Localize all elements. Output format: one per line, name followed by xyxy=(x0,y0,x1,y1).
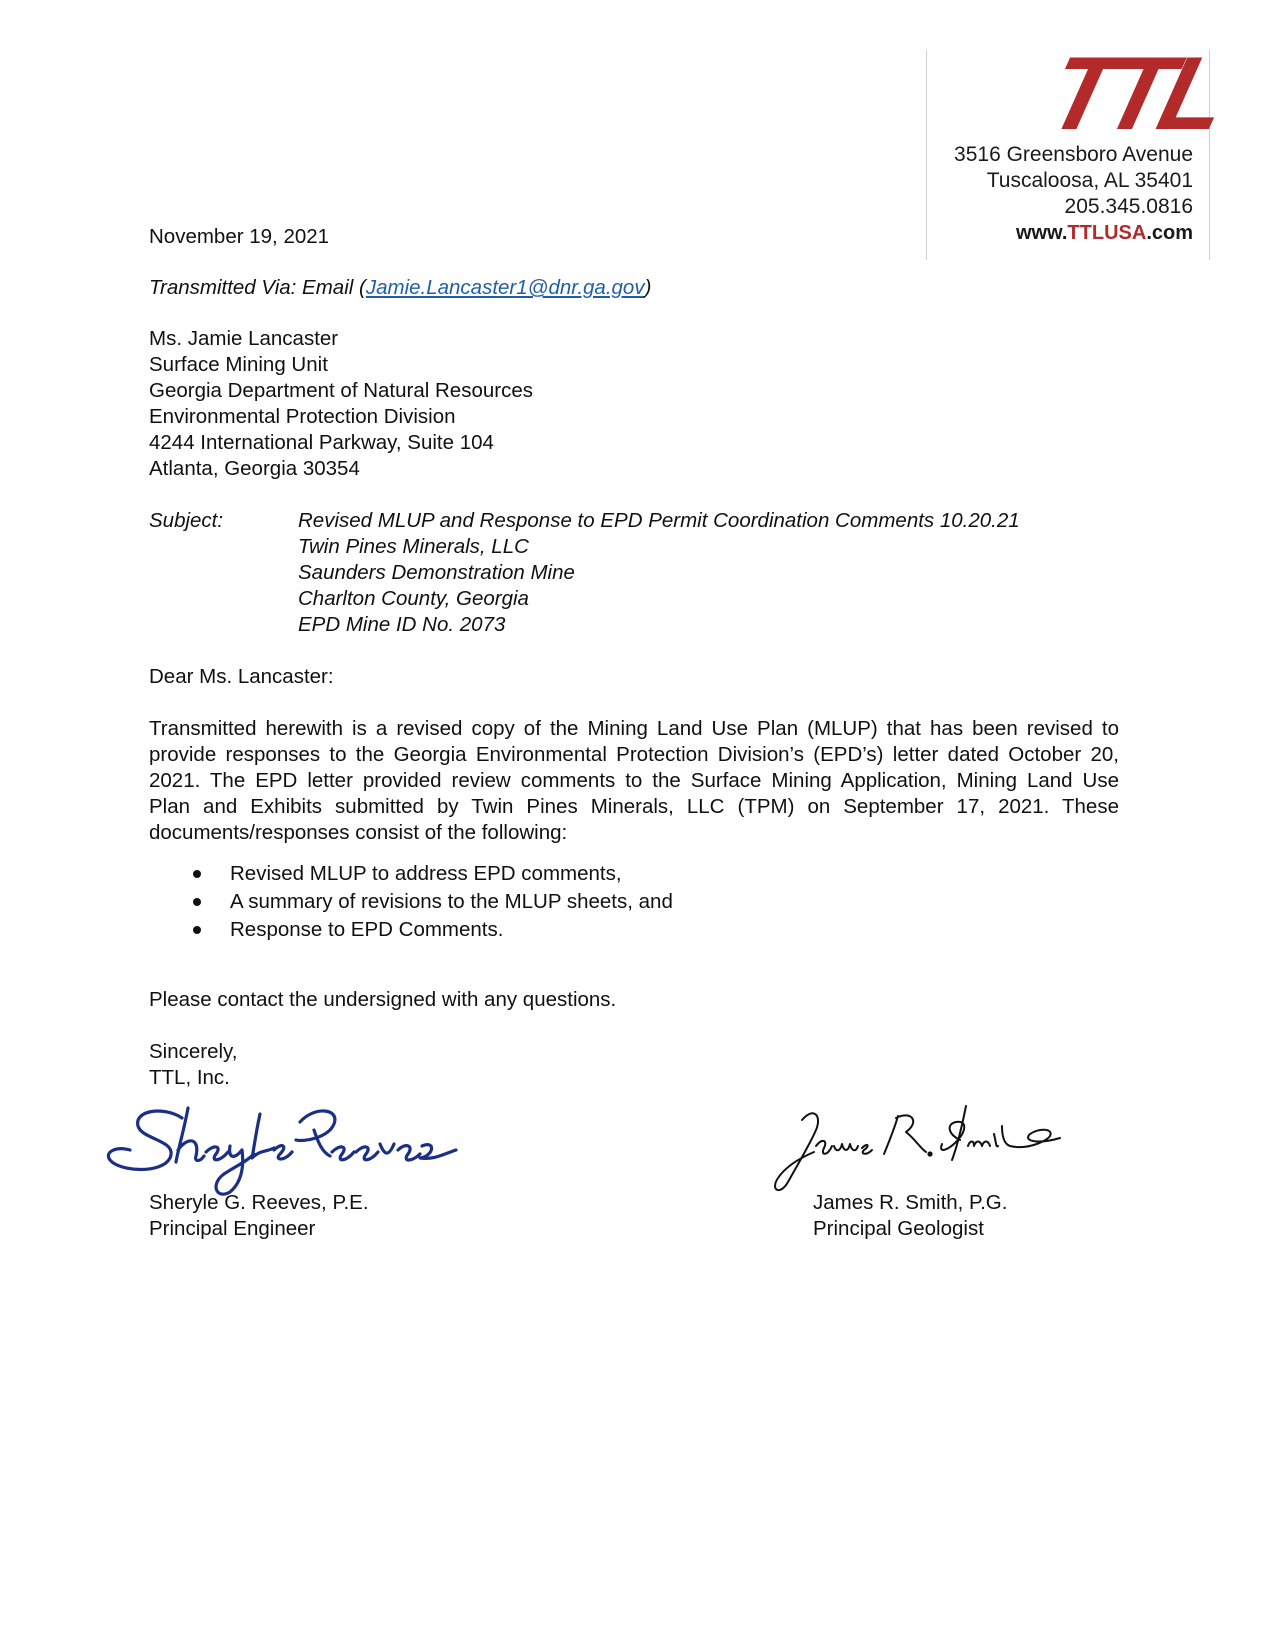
body-line: Transmitted herewith is a revised copy of the Mining Land Use Plan (MLUP) that has been revised to xyxy=(149,717,1119,740)
website-brand: TTLUSA xyxy=(1067,222,1147,244)
subject-line: Saunders Demonstration Mine xyxy=(298,561,575,584)
bullet-dot-icon xyxy=(193,870,201,878)
letterhead-address-line2: Tuscaloosa, AL 35401 xyxy=(986,169,1193,192)
signature-smith xyxy=(770,1100,1070,1200)
letterhead xyxy=(926,36,1233,260)
letterhead-phone: 205.345.0816 xyxy=(1064,195,1193,218)
body-line: documents/responses consist of the following: xyxy=(149,821,568,844)
list-item xyxy=(149,916,1049,944)
signature-reeves xyxy=(104,1100,464,1200)
website-prefix: www. xyxy=(1015,222,1068,244)
body-line: Plan and Exhibits submitted by Twin Pines Minerals, LLC (TPM) on September 17, 2021. These xyxy=(149,795,1119,818)
list-item xyxy=(149,860,1049,888)
subject-block xyxy=(298,508,1020,638)
salutation: Dear Ms. Lancaster: xyxy=(149,665,334,688)
subject-line: EPD Mine ID No. 2073 xyxy=(298,613,506,636)
list-item xyxy=(149,888,1049,916)
list-item-text: Response to EPD Comments. xyxy=(230,918,504,941)
letter-date: November 19, 2021 xyxy=(149,225,330,248)
ttl-logo-text: TTL xyxy=(1036,36,1233,152)
website-suffix: .com xyxy=(1146,222,1193,244)
transmittal-prefix: Transmitted Via: Email ( xyxy=(149,276,366,299)
transmittal-suffix: ) xyxy=(644,276,652,299)
recipient-line: Surface Mining Unit xyxy=(149,353,328,376)
list-item-text: Revised MLUP to address EPD comments, xyxy=(230,862,622,885)
list-item-text: A summary of revisions to the MLUP sheets, and xyxy=(230,890,673,913)
subject-line: Revised MLUP and Response to EPD Permit Coordination Comments 10.20.21 xyxy=(298,509,1020,532)
body-line: 2021. The EPD letter provided review comments to the Surface Mining Application, Mining Land Use xyxy=(149,769,1119,792)
recipient-line: Georgia Department of Natural Resources xyxy=(149,379,533,402)
letterhead-website[interactable] xyxy=(933,220,1193,246)
closing: Sincerely, xyxy=(149,1040,238,1063)
recipient-line: Atlanta, Georgia 30354 xyxy=(149,457,360,480)
bullet-dot-icon xyxy=(193,898,201,906)
recipient-address-block xyxy=(149,326,1119,482)
signatory-1-title: Principal Engineer xyxy=(149,1217,316,1240)
signatory-1-name: Sheryle G. Reeves, P.E. xyxy=(149,1191,369,1214)
signatory-2-title: Principal Geologist xyxy=(813,1217,984,1240)
document-list xyxy=(149,860,1049,944)
company-name: TTL, Inc. xyxy=(149,1066,230,1089)
body-line: provide responses to the Georgia Environmental Protection Division’s (EPD’s) letter dated October 20, xyxy=(149,743,1119,766)
recipient-line: Ms. Jamie Lancaster xyxy=(149,327,339,350)
recipient-line: Environmental Protection Division xyxy=(149,405,456,428)
subject-label: Subject: xyxy=(149,509,224,532)
subject-line: Charlton County, Georgia xyxy=(298,587,529,610)
closing-request: Please contact the undersigned with any questions. xyxy=(149,988,617,1011)
subject-line: Twin Pines Minerals, LLC xyxy=(298,535,529,558)
transmittal-line xyxy=(149,275,651,301)
recipient-line: 4244 International Parkway, Suite 104 xyxy=(149,431,494,454)
body-paragraph xyxy=(149,716,1119,846)
bullet-dot-icon xyxy=(193,926,201,934)
signatory-2-name: James R. Smith, P.G. xyxy=(813,1191,1008,1214)
ttl-logo xyxy=(979,36,1233,152)
letterhead-address-line1: 3516 Greensboro Avenue xyxy=(954,143,1193,166)
recipient-email-link[interactable]: Jamie.Lancaster1@dnr.ga.gov xyxy=(365,276,645,299)
